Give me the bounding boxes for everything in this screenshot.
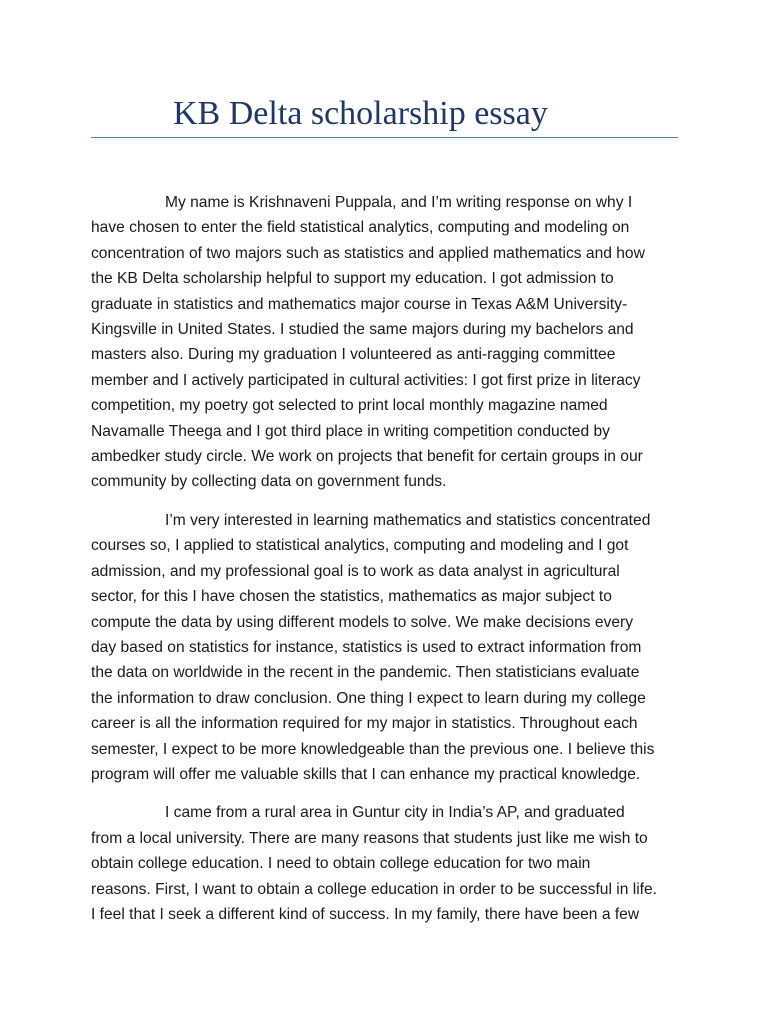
essay-body	[91, 190, 681, 940]
text-line: ambedker study circle. We work on projects that benefit for certain groups in our	[91, 448, 643, 466]
document-title: KB Delta scholarship essay	[173, 95, 548, 132]
text-line: from a local university. There are many reasons that students just like me wish to	[91, 829, 648, 847]
text-line: concentration of two majors such as statistics and applied mathematics and how	[91, 244, 645, 262]
text-line: competition, my poetry got selected to print local monthly magazine named	[91, 397, 608, 415]
title-underline-rule	[91, 137, 678, 138]
paragraph-2	[91, 508, 681, 787]
text-line: the KB Delta scholarship helpful to support my education. I got admission to	[91, 270, 614, 288]
text-line: sector, for this I have chosen the statistics, mathematics as major subject to	[91, 588, 612, 606]
text-line: masters also. During my graduation I volunteered as anti-ragging committee	[91, 346, 616, 364]
text-line: graduate in statistics and mathematics major course in Texas A&M University-	[91, 295, 628, 313]
text-line: day based on statistics for instance, statistics is used to extract information from	[91, 638, 642, 656]
paragraph-3	[91, 800, 681, 927]
text-line: I’m very interested in learning mathematics and statistics concentrated	[165, 511, 651, 529]
text-line: Kingsville in United States. I studied the same majors during my bachelors and	[91, 321, 634, 339]
text-line: I came from a rural area in Guntur city in India’s AP, and graduated	[165, 804, 625, 822]
text-line: the information to draw conclusion. One thing I expect to learn during my college	[91, 689, 646, 707]
text-line: community by collecting data on government funds.	[91, 473, 447, 491]
text-line: compute the data by using different models to solve. We make decisions every	[91, 613, 634, 631]
paragraph-1	[91, 190, 681, 495]
text-line: Navamalle Theega and I got third place in writing competition conducted by	[91, 422, 610, 440]
text-line: I feel that I seek a different kind of success. In my family, there have been a few	[91, 905, 640, 923]
text-line: career is all the information required for my major in statistics. Throughout each	[91, 715, 638, 733]
text-line: member and I actively participated in cultural activities: I got first prize in literacy	[91, 371, 641, 389]
text-line: My name is Krishnaveni Puppala, and I’m writing response on why I	[165, 194, 633, 211]
text-line: admission, and my professional goal is to work as data analyst in agricultural	[91, 562, 620, 580]
text-line: semester, I expect to be more knowledgeable than the previous one. I believe this	[91, 740, 655, 758]
text-line: program will offer me valuable skills that I can enhance my practical knowledge.	[91, 765, 641, 783]
text-line: the data on worldwide in the recent in the pandemic. Then statisticians evaluate	[91, 664, 640, 682]
text-line: reasons. First, I want to obtain a college education in order to be successful in life.	[91, 880, 658, 898]
text-line: obtain college education. I need to obtain college education for two main	[91, 855, 591, 873]
text-line: courses so, I applied to statistical analytics, computing and modeling and I got	[91, 537, 629, 555]
text-line: have chosen to enter the field statistical analytics, computing and modeling on	[91, 219, 630, 237]
